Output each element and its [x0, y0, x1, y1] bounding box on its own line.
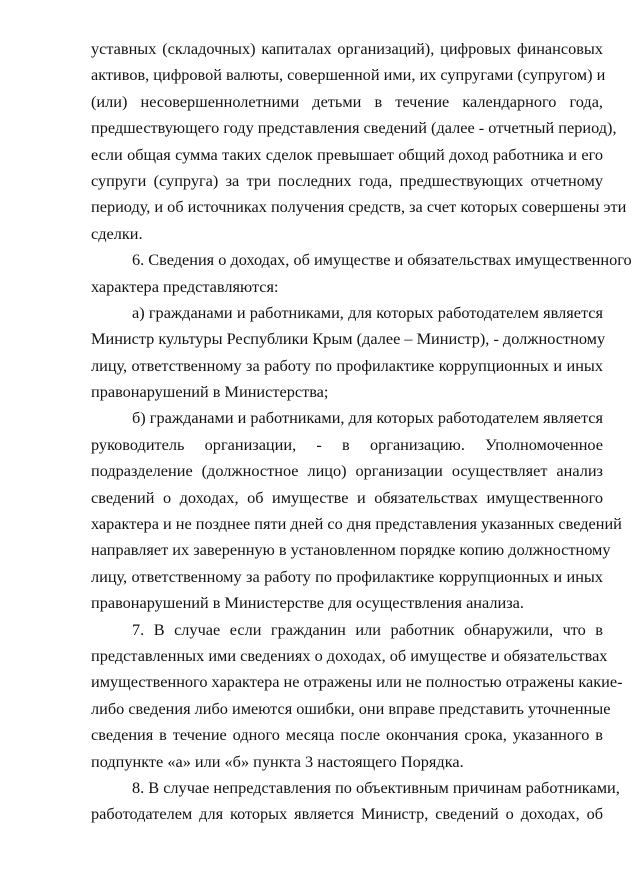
text-line: работодателем для которых является Министр, сведений о доходах, об: [91, 804, 603, 824]
text-line: предшествующего году представления сведений (далее - отчетный период),: [91, 118, 617, 138]
text-line: представленных ими сведениях о доходах, об имуществе и обязательствах: [91, 645, 608, 665]
text-line: Министр культуры Республики Крым (далее – Министр), - должностному: [91, 329, 606, 349]
text-line: сделки.: [91, 223, 143, 243]
text-line: подпункте «а» или «б» пункта 3 настоящего Порядка.: [91, 751, 464, 771]
subparagraph-b-first-line: б) гражданами и работниками, для которых работодателем является: [132, 408, 603, 428]
text-line: лицу, ответственному за работу по профилактике коррупционных и иных: [91, 355, 603, 375]
text-line: если общая сумма таких сделок превышает общий доход работника и его: [91, 144, 603, 164]
text-line: правонарушений в Министерства;: [91, 382, 329, 402]
text-line: имущественного характера не отражены или не полностью отражены какие-: [91, 672, 623, 692]
text-line: супруги (супруга) за три последних года, предшествующих отчетному: [91, 170, 603, 190]
text-line: правонарушений в Министерстве для осуществления анализа.: [91, 593, 524, 613]
paragraph-8-first-line: 8. В случае непредставления по объективным причинам работниками,: [132, 777, 620, 797]
text-line: активов, цифровой валюты, совершенной ими, их супругами (супругом) и: [91, 65, 606, 85]
document-body: [91, 36, 632, 828]
text-line: сведения в течение одного месяца после окончания срока, указанного в: [91, 725, 603, 745]
text-line: (или) несовершеннолетними детьми в течение календарного года,: [91, 91, 603, 111]
text-line: подразделение (должностное лицо) организации осуществляет анализ: [91, 461, 603, 481]
text-line: периоду, и об источниках получения средств, за счет которых совершены эти: [91, 197, 627, 217]
text-line: сведений о доходах, об имуществе и обязательствах имущественного: [91, 487, 603, 507]
text-line: характера и не позднее пяти дней со дня представления указанных сведений: [91, 514, 622, 534]
text-line: характера представляются:: [91, 276, 279, 296]
text-line: уставных (складочных) капиталах организаций), цифровых финансовых: [91, 39, 603, 58]
text-line: либо сведения либо имеются ошибки, они вправе представить уточненные: [91, 698, 611, 718]
text-line: лицу, ответственному за работу по профилактике коррупционных и иных: [91, 566, 603, 586]
text-line: руководитель организации, - в организацию. Уполномоченное: [91, 434, 603, 454]
paragraph-6-first-line: 6. Сведения о доходах, об имуществе и обязательствах имущественного: [132, 250, 632, 270]
paragraph-7-first-line: 7. В случае если гражданин или работник обнаружили, что в: [132, 619, 603, 639]
subparagraph-a-first-line: а) гражданами и работниками, для которых работодателем является: [132, 302, 603, 322]
text-line: направляет их заверенную в установленном порядке копию должностному: [91, 540, 611, 560]
